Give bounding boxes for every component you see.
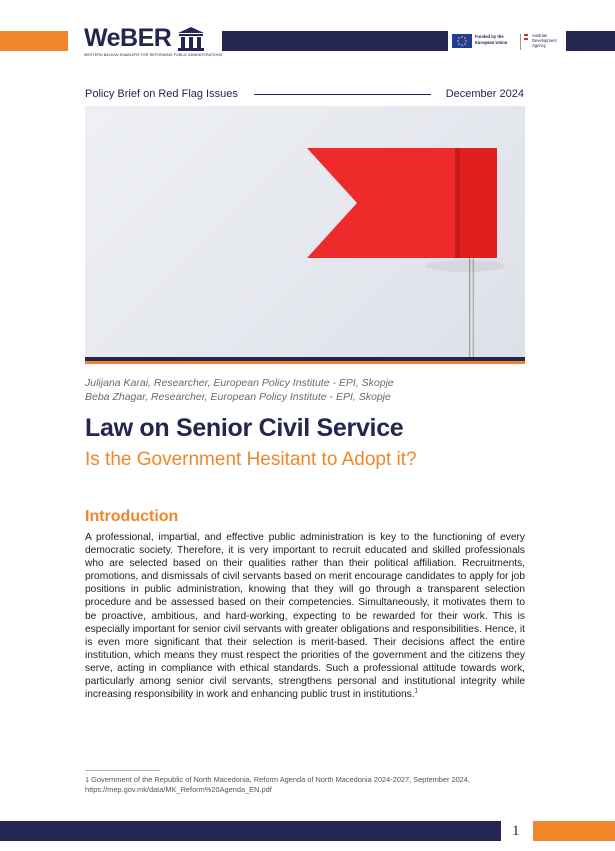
hero-orange-stripe [85,361,525,364]
header-navy-bar [222,31,448,51]
austria-flag-icon [524,34,528,40]
building-icon [177,26,205,52]
logo-wordmark: WeBER [84,24,172,52]
logo-tagline: WESTERN BALKAN ENABLERS FOR REFORMING PUBLIC ADMINISTRATIONS [84,53,223,57]
footer-orange-bar [533,821,615,841]
header-orange-bar [0,31,68,51]
document-title: Law on Senior Civil Service [85,414,404,442]
ada-label: Austrian Development Agency [532,33,557,49]
series-label: Policy Brief on Red Flag Issues [85,88,238,100]
footnote-ref[interactable]: 1 [414,688,418,695]
publication-date: December 2024 [445,88,524,100]
logo-divider [520,34,521,50]
header-navy-bar-right [566,31,615,51]
hero-image-red-flag [85,106,525,358]
red-flag-illustration [85,106,525,358]
footer-navy-bar [0,821,501,841]
introduction-body [85,531,525,701]
page-number: 1 [512,823,520,839]
flag-body [307,148,470,258]
document-subtitle: Is the Government Hesitant to Adopt it? [85,449,417,470]
flag-fold [455,148,497,258]
eu-funded-label: Funded by the European Union [475,34,508,45]
introduction-text: A professional, impartial, and effective public administration is key to the functioning of every democratic society. Therefore, it is very important to recruit educated and skilled professionals who are selected based on their qualities rather than their political affiliation. Recruitments, promotions, and dismissals of civil servants based on merit encourage candidates to apply for job positions in public administration, knowing that they will go through a transparent selection procedure and be assessed based on their competencies. Simultaneously, it motivates them to be proactive, ambitious, and hard-working, expecting to be rewarded for their work. This is especially important for senior civil servants with greater obligations and responsibilities. Hence, it is even more significant that their selection is merit-based. Their decisions affect the entire institution, which means they must respect the priorities of the government and the citizens they serve, acting in compliance with ethical standards. Such a professional attitude towards work, particularly among senior civil servants, strengthens personal and institutional integrity while increasing responsibility in work and enhancing public trust in institutions. [85,532,525,701]
weber-logo [84,24,223,58]
footnote: 1 Government of the Republic of North Macedonia, Reform Agenda of North Macedonia 2024-2027, September 2024, https://mep.gov.mk/data/MK_Reform%20Agenda_EN.pdf [85,775,470,794]
introduction-heading: Introduction [85,508,179,525]
series-rule [254,94,431,95]
author-2: Beba Zhagar, Researcher, European Policy Institute - EPI, Skopje [85,391,391,403]
footnote-rule [85,770,160,771]
authors-block [85,376,394,404]
eu-flag-icon [452,34,472,48]
author-1: Julijana Karai, Researcher, European Policy Institute - EPI, Skopje [85,377,394,389]
funder-logos [452,32,564,52]
